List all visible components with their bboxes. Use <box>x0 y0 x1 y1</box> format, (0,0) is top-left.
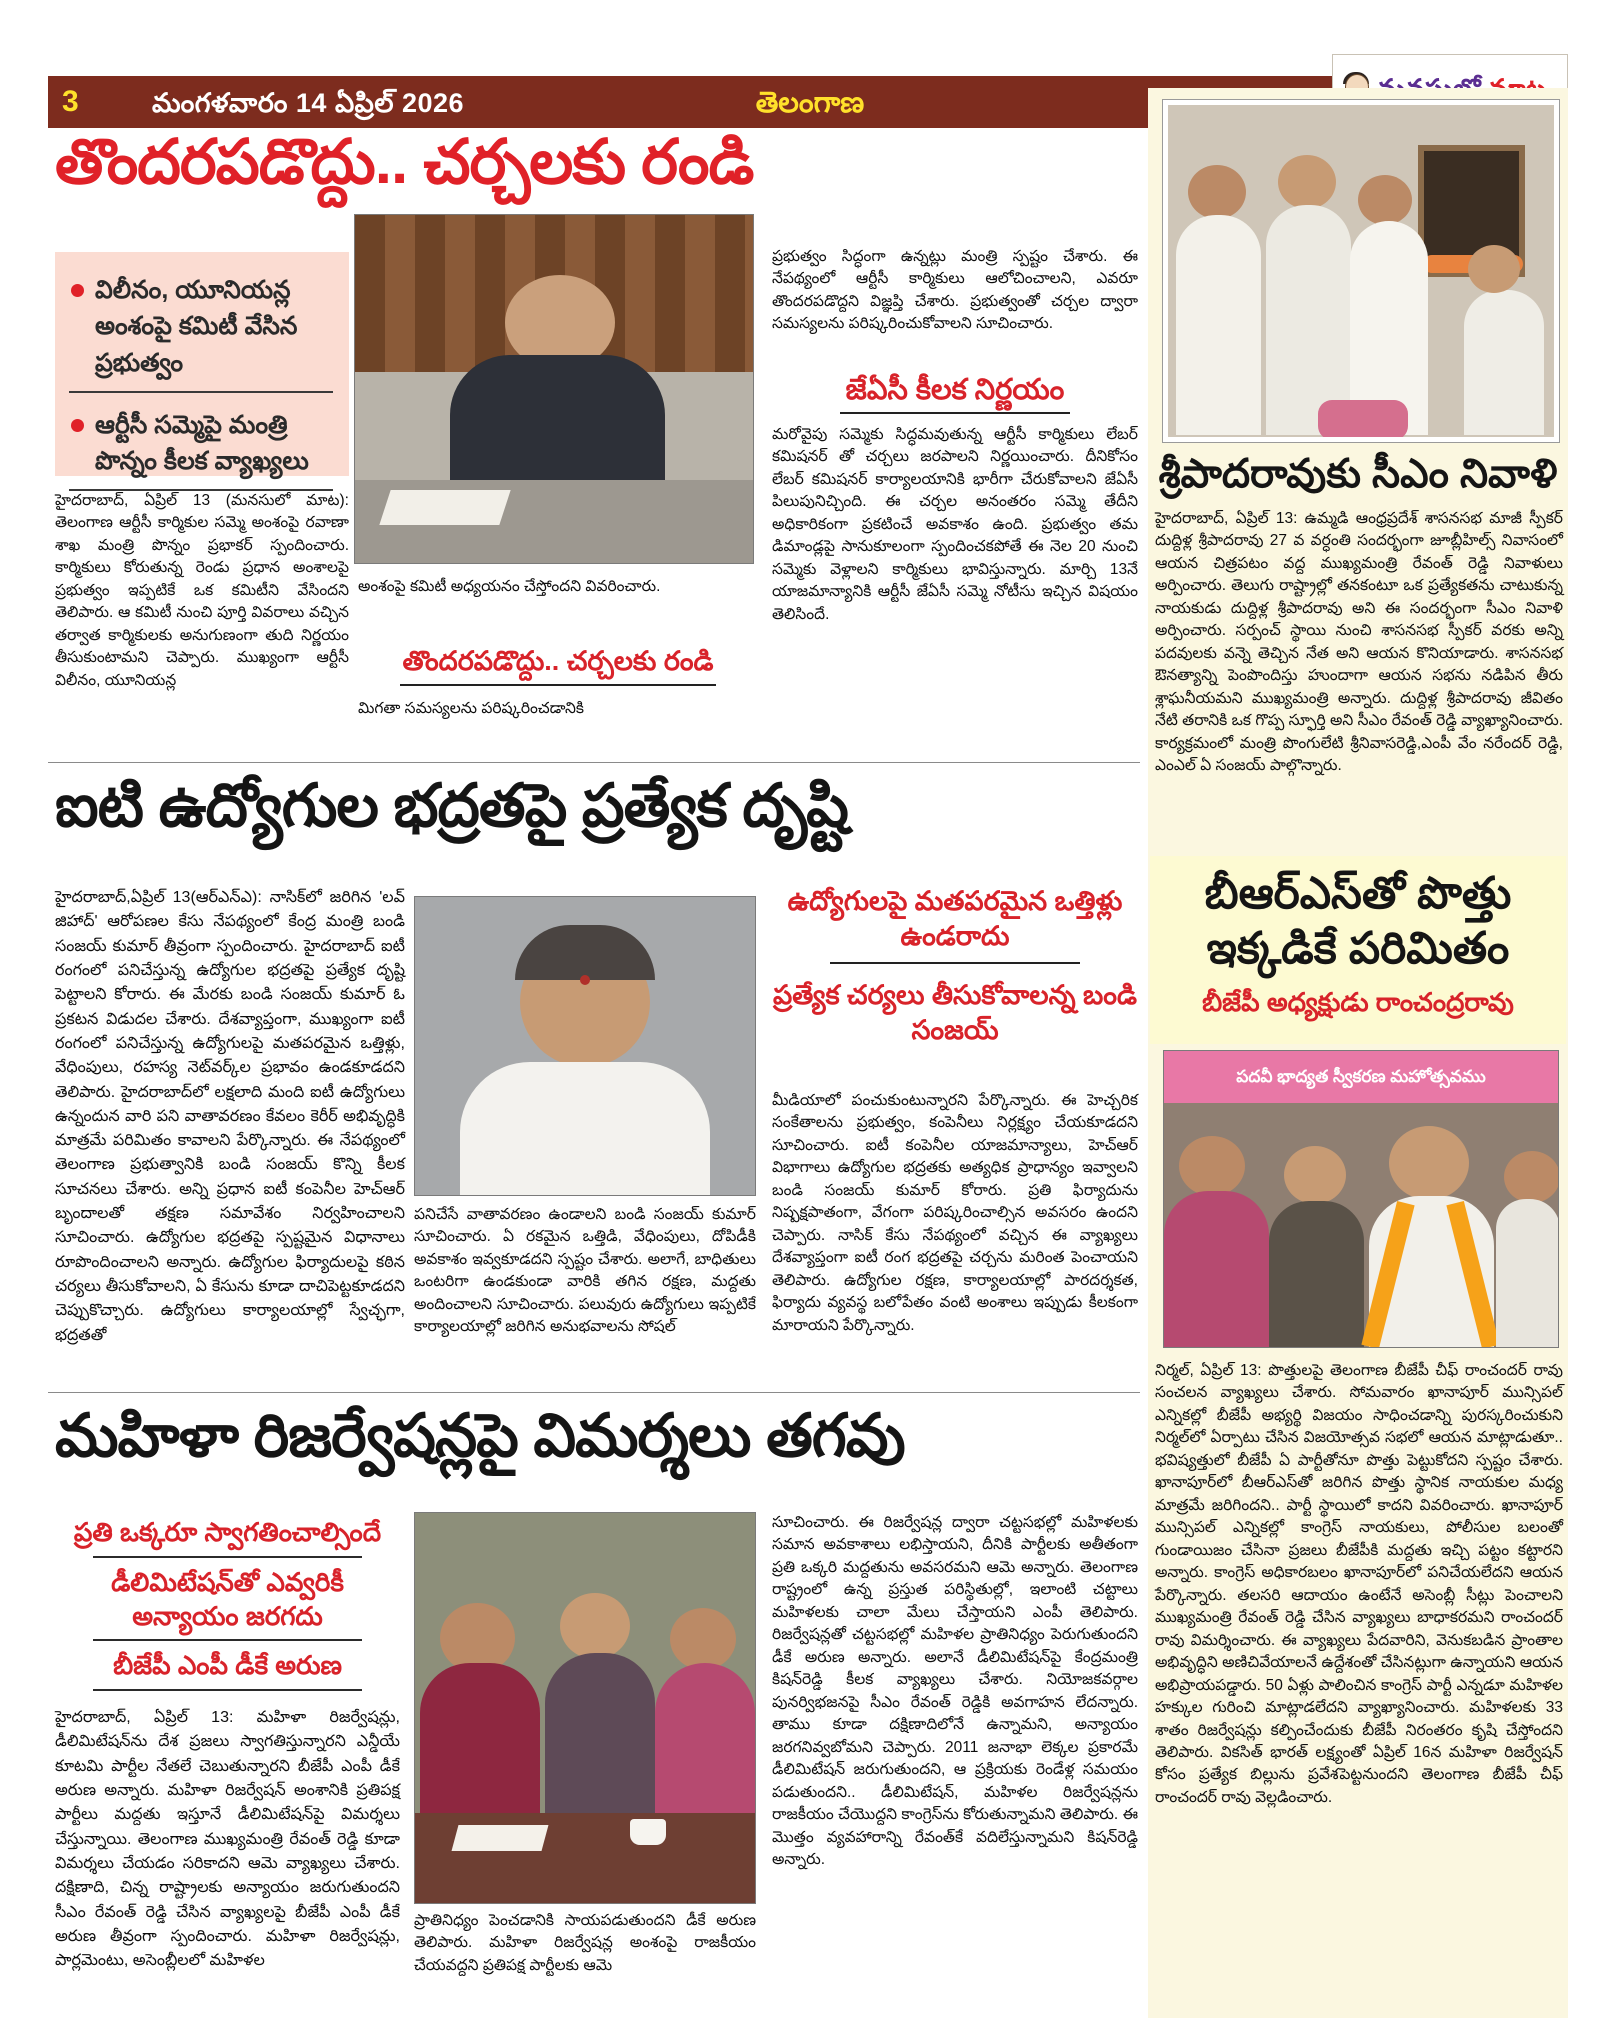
photo-cm-tribute <box>1163 100 1559 442</box>
photo-shape-head <box>1179 1136 1245 1196</box>
article-women-headline: మహిళా రిజర్వేషన్లపై విమర్శలు తగవు <box>55 1402 905 1469</box>
photo-shape-head <box>1188 165 1246 219</box>
article-women-subhead-1: ప్రతి ఒక్కరూ స్వాగతించాల్సిందే <box>73 1517 382 1547</box>
rule <box>400 684 716 686</box>
photo-shape-saree-figure <box>1164 1191 1269 1348</box>
photo-shape-flowers <box>1318 400 1408 440</box>
photo-shape-head <box>1468 245 1520 293</box>
article-it-col2: పనిచేసే వాతావరణం ఉండాలని బండి సంజయ్ కుమార్ సూచించారు. ఏ రకమైన ఒత్తిడి, వేధింపులు, దోపిడీకి అవకాశం ఇవ్వకూడదని స్పష్టం చేశారు. అలాగే, బాధితులు ఒంటరిగా ఉండకుండా వారికి తగిన రక్షణ, మద్దతు అందించాలని సూచించారు. పలువురు ఉద్యోగులు ఇప్పటికే కార్యాలయాల్లో జరిగిన అనుభవాలను సోషల్ <box>414 1206 756 1336</box>
sidebar-brs-subhead: బీజేపీ అధ్యక్షుడు రాంచంద్రరావు <box>1202 987 1514 1017</box>
photo-shape-figure-white <box>1176 215 1261 435</box>
photo-shape-figure <box>1269 1201 1364 1348</box>
rule <box>93 1689 362 1691</box>
section-divider <box>48 1392 1140 1393</box>
sidebar-brs-body: నిర్మల్, ఏప్రిల్ 13: పొత్తులపై తెలంగాణ బీజేపీ చీఫ్ రాంచందర్ రావు సంచలన వ్యాఖ్యలు చేశారు. సోమవారం ఖానాపూర్ మున్సిపల్ ఎన్నికల్లో బీజేపీ అభ్యర్థి విజయం సాధించడాన్ని పురస్కరించుకుని నిర్మల్‌లో ఏర్పాటు చేసిన విజయోత్సవ సభలో ఆయన మాట్లాడుతూ.. భవిష్యత్తులో బీజేపీ ఏ పార్టీతోనూ పొత్తు పెట్టుకోదని స్పష్టం చేశారు. ఖానాపూర్‌లో బీఆర్ఎస్‌తో జరిగిన పొత్తు స్థానిక నాయకుల మధ్య మాత్రమే జరిగిందని.. పార్టీ స్థాయిలో కాదని వివరించారు. ఖానాపూర్ మున్సిపల్ ఎన్నికల్లో కాంగ్రెస్ నాయకులు, పోలీసుల బలంతో గుండాయిజం చేసినా ప్రజలు బీజేపీకి మద్దతు ఇచ్చి పట్టం కట్టారని అన్నారు. కాంగ్రెస్ అధికారబలం ఖానాపూర్‌లో పనిచేయలేదని ఆయన పేర్కొన్నారు. తలసరి ఆదాయం ఉంటేనే అసెంబ్లీ సీట్లు పెంచాలని ముఖ్యమంత్రి రేవంత్ రెడ్డి చేసిన వ్యాఖ్యలు బాధాకరమని రాంచందర్ రావు విమర్శించారు. ఈ వ్యాఖ్యలు పేదవారిని, వెనుకబడిన ప్రాంతాల అభివృద్ధిని అణిచివేయాలనే ఉద్దేశంతో చేసినట్లుగా ఉన్నాయని ఆయన అభిప్రాయపడ్డారు. 50 ఏళ్లు పాలించిన కాంగ్రెస్ పార్టీ ఎన్నడూ మహిళల హక్కుల గురించి మాట్లాడలేదని వ్యాఖ్యానించారు. మహిళలకు 33 శాతం రిజర్వేషన్లు కల్పించేందుకు బీజేపీ నిరంతరం కృషి చేస్తోందని తెలిపారు. వికసిత్ భారత్ లక్ష్యంతో ఏప్రిల్ 16న మహిళా రిజర్వేషన్ కోసం ప్రత్యేక బిల్లును ప్రవేశపెట్టనుందని తెలంగాణ బీజేపీ చీఫ్ రాంచందర్ రావు వెల్లడించారు. <box>1155 1362 1563 1806</box>
article-rtc-bullet-2: ఆర్టీసీ సమ్మెపై మంత్రి పొన్నం కీలక వ్యాఖ్యలు <box>69 407 333 492</box>
article-rtc-col1: హైదరాబాద్, ఏప్రిల్ 13 (మనసులో మాట): తెలంగాణ ఆర్టీసీ కార్మికుల సమ్మె అంశంపై రవాణా శాఖ మంత్రి పొన్నం ప్రభాకర్ స్పందించారు. కార్మికులు కోరుతున్న రెండు ప్రధాన అంశాలపై ప్రభుత్వం ఇప్పటికే ఒక కమిటీని వేసిందని తెలిపారు. ఆ కమిటీ నుంచి పూర్తి వివరాలు వచ్చిన తర్వాత కార్మికులకు అనుగుణంగా తుది నిర్ణయం తీసుకుంటామని చెప్పారు. ముఖ్యంగా ఆర్టీసీ విలీనం, యూనియన్ల <box>55 492 349 689</box>
article-women-subhead-3: బీజేపీ ఎంపీ డీకే అరుణ <box>113 1650 342 1681</box>
photo-shape-figure <box>545 1653 655 1823</box>
photo-shape-figure-white <box>1464 290 1544 435</box>
article-rtc-col3-subhead: జేఏసీ కీలక నిర్ణయం <box>845 374 1065 406</box>
masthead-section: తెలంగాణ <box>755 87 865 119</box>
photo-ramchander-rao-felicitation <box>1163 1050 1559 1348</box>
article-it-col1: హైదరాబాద్,ఏప్రిల్ 13(ఆర్ఎన్ఎ): నాసిక్‌లో జరిగిన 'లవ్ జిహాద్' ఆరోపణల కేసు నేపథ్యంలో కేంద్ర మంత్రి బండి సంజయ్ కుమార్ తీవ్రంగా స్పందించారు. హైదరాబాద్ ఐటీ రంగంలో పనిచేస్తున్న ఉద్యోగుల భద్రతపై ప్రత్యేక దృష్టి పెట్టాలని కోరారు. ఈ మేరకు బండి సంజయ్ కుమార్ ఓ ప్రకటన విడుదల చేశారు. దేశవ్యాప్తంగా, ముఖ్యంగా ఐటీ రంగంలో పనిచేస్తున్న ఉద్యోగులపై మతపరమైన ఒత్తిళ్లు, వేధింపులు, రహస్య నెట్‌వర్క్‌ల ప్రభావం ఉండకూడదని తెలిపారు. హైదరాబాద్‌లో లక్షలాది మంది ఐటీ ఉద్యోగులు ఉన్నందున వారి పని వాతావరణం కేవలం కెరీర్ అభివృద్ధికి మాత్రమే పరిమితం కావాలని పేర్కొన్నారు. ఈ నేపథ్యంలో తెలంగాణ ప్రభుత్వానికి బండి సంజయ్ కొన్ని కీలక సూచనలు చేశారు. అన్ని ప్రధాన ఐటీ కంపెనీల హెచ్ఆర్ బృందాలతో తక్షణ సమావేశం నిర్వహించాలని సూచించారు. ఉద్యోగుల భద్రతపై స్పష్టమైన విధానాలు రూపొందించాలని అన్నారు. ఉద్యోగుల ఫిర్యాదులపై కఠిన చర్యలు తీసుకోవాలని, ఏ కేసును కూడా దాచిపెట్టకూడదని చెప్పుకొచ్చారు. ఉద్యోగులు కార్యాలయాల్లో స్వేచ్ఛగా, భద్రతతో <box>55 889 405 1344</box>
photo-shape-saree-pink <box>655 1663 755 1823</box>
rule <box>830 962 1080 964</box>
section-divider <box>48 762 1140 763</box>
photo-shape-figure <box>1496 1199 1559 1348</box>
photo-shape-white-shirt <box>460 1062 710 1196</box>
sidebar-tribute-headline: శ్రీపాదరావుకు సీఎం నివాళి <box>1158 452 1558 496</box>
photo-shape-head <box>1278 155 1336 209</box>
sidebar-brs-headline-line1: బీఆర్ఎస్‌తో పొత్తు <box>1204 869 1512 918</box>
sidebar-brs-headline-line2: ఇక్కడికే పరిమితం <box>1206 924 1510 973</box>
article-rtc-col2-bottom: మిగతా సమస్యలను పరిష్కరించడానికి <box>358 700 584 717</box>
article-women-col2: ప్రాతినిధ్యం పెంచడానికి సాయపడుతుందని డీకే అరుణ తెలిపారు. మహిళా రిజర్వేషన్ల అంశంపై రాజకీయం చేయవద్దని ప్రతిపక్ష పార్టీలకు ఆమె <box>414 1912 756 1974</box>
photo-shape-saree-maroon <box>420 1663 540 1823</box>
sidebar-brs-headline-box <box>1150 856 1566 1044</box>
photo-shape-papers <box>379 490 510 525</box>
article-rtc-bullet-1: విలీనం, యూనియన్ల అంశంపై కమిటీ వేసిన ప్రభుత్వం <box>69 272 333 393</box>
rule <box>840 412 1070 414</box>
photo-shape-head <box>670 1608 736 1670</box>
photo-minister-at-desk <box>354 214 754 564</box>
article-rtc-headline: తొందరపడొద్దు.. చర్చలకు రండి <box>55 128 754 197</box>
photo-dk-aruna-meeting <box>414 1512 756 1904</box>
article-it-headline: ఐటి ఉద్యోగుల భద్రతపై ప్రత్యేక దృష్టి <box>55 772 848 839</box>
article-rtc-col2-subhead: తొందరపడొద్దు.. చర్చలకు రండి <box>402 646 714 676</box>
photo-shape-head <box>1284 1146 1346 1204</box>
photo-shape-bindi <box>580 975 590 985</box>
photo-banner-text: పదవీ భాద్యత స్వీకరణ మహోత్సవము <box>1164 1051 1558 1103</box>
photo-bandi-sanjay <box>414 896 756 1196</box>
article-women-col3: సూచించారు. ఈ రిజర్వేషన్ల ద్వారా చట్టసభల్లో మహిళలకు సమాన అవకాశాలు లభిస్తాయని, దీనికి పార్టీలకు అతీతంగా ప్రతి ఒక్కరి మద్దతును అవసరమని ఆమె అన్నారు. తెలంగాణ రాష్ట్రంలో ఉన్న ప్రస్తుత పరిస్థితుల్లో, ఇలాంటి చట్టాలు మహిళలకు చాలా మేలు చేస్తాయని ఎంపీ తెలిపారు. రిజర్వేషన్లతో చట్టసభల్లో మహిళల ప్రాతినిధ్యం పెరుగుతుందని డీకే అరుణ అన్నారు. అలానే డీలిమిటేషన్‌పై కేంద్రమంత్రి కిషన్‌రెడ్డి కీలక వ్యాఖ్యలు చేశారు. నియోజకవర్గాల పునర్విభజనపై సీఎం రేవంత్ రెడ్డికి అవగాహన లేదన్నారు. తాము కూడా దక్షిణాదిలోనే ఉన్నామని, అన్యాయం జరగనివ్వబోమని చెప్పారు. 2011 జనాభా లెక్కల ప్రకారమే డీలిమిటేషన్ జరుగుతుందని, ఆ ప్రక్రియకు రెండేళ్ల సమయం పడుతుందని.. డీలిమిటేషన్, మహిళల రిజర్వేషన్లను రాజకీయం చేయొద్దని కాంగ్రెస్‌ను కోరుతున్నామని తెలిపారు. ఈ మొత్తం వ్యవహారాన్ని రేవంత్‌కే వదిలేస్తున్నామని కిషన్‌రెడ్డి అన్నారు. <box>772 1514 1138 1869</box>
article-it-col3: మీడియాలో పంచుకుంటున్నారని పేర్కొన్నారు. ఈ హెచ్చరిక సంకేతాలను ప్రభుత్వం, కంపెనీలు నిర్లక్ష్యం చేయకూడదని సూచించారు. ఐటీ కంపెనీల యాజమాన్యాలు, హెచ్ఆర్ విభాగాలు ఉద్యోగుల భద్రతకు అత్యధిక ప్రాధాన్యం ఇవ్వాలని బండి సంజయ్ కుమార్ కోరారు. ప్రతి ఫిర్యాదును నిష్పక్షపాతంగా, వేగంగా పరిష్కరించాల్సిన అవసరం ఉందని చెప్పారు. నాసిక్ కేసు నేపథ్యంలో వచ్చిన ఈ వ్యాఖ్యలు దేశవ్యాప్తంగా ఐటీ రంగ భద్రతపై చర్చను మరింత పెంచాయని తెలిపారు. ఉద్యోగుల రక్షణ, కార్యాలయాల్లో పారదర్శకత, ఫిర్యాదు వ్యవస్థ బలోపేతం వంటి అంశాలు ఇప్పుడు కీలకంగా మారాయని పేర్కొన్నారు. <box>772 1092 1138 1334</box>
article-women-subhead-block <box>55 1516 400 1699</box>
photo-shape-head <box>1504 1151 1559 1203</box>
photo-shape-head <box>1358 175 1412 225</box>
page-number: 3 <box>62 85 79 118</box>
article-women-col1: హైదరాబాద్, ఏప్రిల్ 13: మహిళా రిజర్వేషన్లు, డీలిమిటేషన్‌ను దేశ ప్రజలు స్వాగతిస్తున్నారని ఎన్డీయే కూటమి పార్టీల నేతలే చెబుతున్నారని బీజేపీ ఎంపీ డీకే అరుణ అన్నారు. మహిళా రిజర్వేషన్ అంశానికి ప్రతిపక్ష పార్టీలు మద్దతు ఇస్తూనే డీలిమిటేషన్‌పై విమర్శలు చేస్తున్నాయి. తెలంగాణ ముఖ్యమంత్రి రేవంత్ రెడ్డి కూడా విమర్శలు చేయడం సరికాదని ఆమె వ్యాఖ్యలు చేశారు. దక్షిణాది, చిన్న రాష్ట్రాలకు అన్యాయం జరుగుతుందని సీఎం రేవంత్ రెడ్డి చేసిన వ్యాఖ్యలపై బీజేపీ ఎంపీ డీకే అరుణ తీవ్రంగా స్పందించారు. మహిళా రిజర్వేషన్లు, పార్లమెంటు, అసెంబ్లీలలో మహిళల <box>55 1709 400 1970</box>
article-women-subhead-2: డీలిమిటేషన్‌తో ఎవ్వరికీ అన్యాయం జరగదు <box>111 1566 344 1631</box>
article-it-subhead1: ఉద్యోగులపై మతపరమైన ఒత్తిళ్లు ఉండరాదు <box>787 886 1123 952</box>
article-rtc-col2-top: అంశంపై కమిటీ అధ్యయనం చేస్తోందని వివరించారు. <box>358 578 661 595</box>
article-rtc-highlight-box <box>55 252 349 476</box>
masthead-date: మంగళవారం 14 ఏప్రిల్ 2026 <box>152 88 465 118</box>
photo-shape-cup <box>630 1819 666 1845</box>
rule <box>93 1556 362 1558</box>
photo-shape-head <box>560 1593 630 1659</box>
photo-shape-head <box>1389 1126 1469 1200</box>
article-rtc-col3-para2: మరోవైపు సమ్మెకు సిద్ధమవుతున్న ఆర్టీసీ కార్మికులు లేబర్ కమిషనర్ తో చర్చలు జరపాలని నిర్ణయించారు. దీనికోసం లేబర్ కమిషనర్ కార్యాలయానికి భారీగా చేరుకోవాలని జేఏసీ పిలుపునిచ్చింది. ఈ చర్చల అనంతరం సమ్మె తేదీని అధికారికంగా ప్రకటించే అవకాశం ఉంది. ప్రభుత్వం తమ డిమాండ్లపై సానుకూలంగా స్పందించకపోతే ఈ నెల 20 నుంచి సమ్మెకు వెళ్లాలని కార్మికులు భావిస్తున్నారు. మార్చి 13నే యాజమాన్యానికి ఆర్టీసీ జేఏసీ సమ్మె నోటీసు ఇచ్చిన విషయం తెలిసిందే. <box>772 426 1138 623</box>
photo-shape-papers <box>452 1825 549 1851</box>
article-it-subhead2: ప్రత్యేక చర్యలు తీసుకోవాలన్న బండి సంజయ్ <box>773 980 1137 1046</box>
article-rtc-col3-para1: ప్రభుత్వం సిద్ధంగా ఉన్నట్లు మంత్రి స్పష్టం చేశారు. ఈ నేపథ్యంలో ఆర్టీసీ కార్మికులు ఆలోచించాలని, ఎవరూ తొందరపడొద్దని విజ్ఞప్తి చేశారు. ప్రభుత్వంతో చర్చల ద్వారా సమస్యలను పరిష్కరించుకోవాలని సూచించారు. <box>772 248 1138 333</box>
sidebar-tribute-body: హైదరాబాద్, ఏప్రిల్ 13: ఉమ్మడి ఆంధ్రప్రదేశ్ శాసనసభ మాజీ స్పీకర్ దుద్దిళ్ల శ్రీపాదరావు 27 వ వర్ధంతి సందర్భంగా జూబ్లీహిల్స్ నివాసంలో ఆయన చిత్రపటం వద్ద ముఖ్యమంత్రి రేవంత్ రెడ్డి నివాళులు అర్పించారు. తెలుగు రాష్ట్రాల్లో తనకంటూ ఒక ప్రత్యేకతను చాటుకున్న నాయకుడు దుద్దిళ్ల శ్రీపాదరావు అని ఈ సందర్భంగా సీఎం నివాళి అర్పించారు. సర్పంచ్ స్థాయి నుంచి శాసనసభ స్పీకర్ వరకు అన్ని పదవులకు వన్నె తెచ్చిన నేత అని ఆయన కొనియాడారు. శాసనసభ ఔనత్యాన్ని పెంపొందిస్తు హుందాగా ఆయన సభను నడిపిన తీరు శ్లాఘనీయమని ముఖ్యమంత్రి అన్నారు. దుద్దిళ్ల శ్రీపాదరావు జీవితం నేటి తరానికి ఒక గొప్ప స్ఫూర్తి అని సీఎం రేవంత్ రెడ్డి వ్యాఖ్యానించారు. కార్యక్రమంలో మంత్రి పొంగులేటి శ్రీనివాసరెడ్డి,ఎంపీ వేం నరేందర్ రెడ్డి, ఎంఎల్ ఏ సంజయ్ పాల్గొన్నారు. <box>1155 510 1563 775</box>
rule <box>93 1639 362 1641</box>
